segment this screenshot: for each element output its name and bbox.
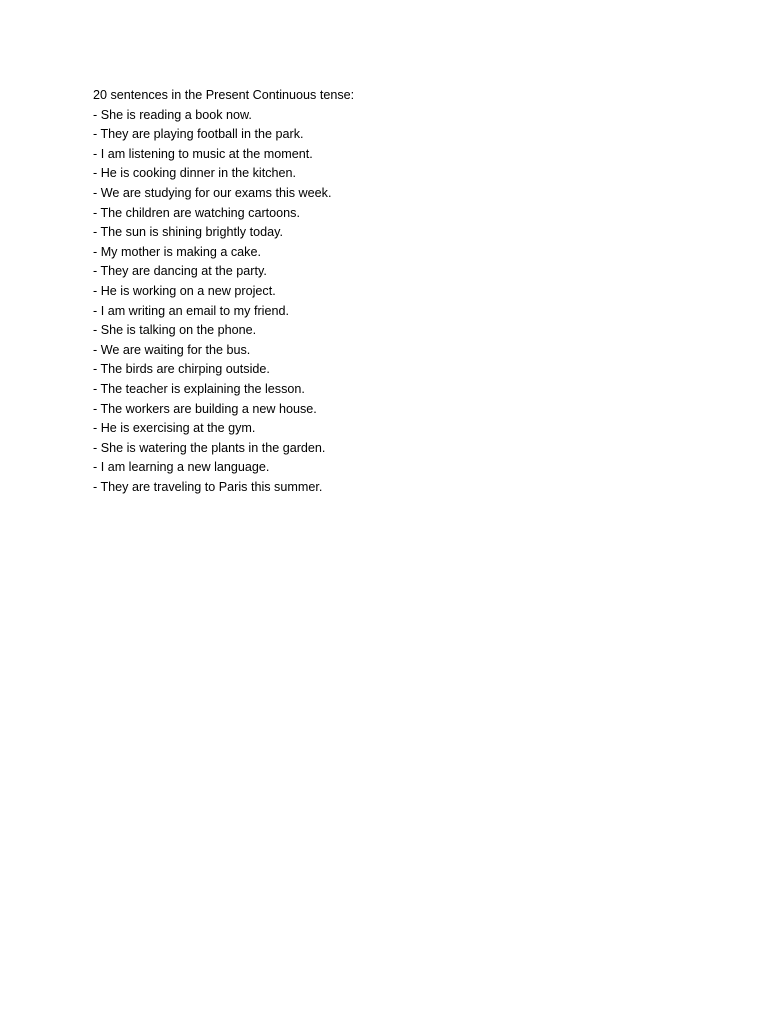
sentence-item: - They are playing football in the park. bbox=[93, 127, 304, 142]
sentence-item: - The teacher is explaining the lesson. bbox=[93, 381, 305, 396]
sentence-item: - I am learning a new language. bbox=[93, 460, 270, 475]
sentence-item: - The workers are building a new house. bbox=[93, 401, 317, 416]
sentence-item: - They are traveling to Paris this summer. bbox=[93, 479, 323, 494]
sentence-item: - My mother is making a cake. bbox=[93, 244, 261, 259]
sentence-item: - He is exercising at the gym. bbox=[93, 421, 256, 436]
document-heading: 20 sentences in the Present Continuous tense: bbox=[93, 88, 355, 102]
sentence-item: - He is cooking dinner in the kitchen. bbox=[93, 166, 297, 181]
sentence-item: - The birds are chirping outside. bbox=[93, 362, 270, 377]
sentence-item: - He is working on a new project. bbox=[93, 283, 276, 298]
sentence-item: - They are dancing at the party. bbox=[93, 264, 267, 279]
sentence-item: - We are studying for our exams this week. bbox=[93, 185, 332, 200]
sentence-item: - The children are watching cartoons. bbox=[93, 205, 300, 220]
sentence-item: - She is watering the plants in the garden. bbox=[93, 440, 326, 455]
sentence-item: - She is talking on the phone. bbox=[93, 323, 257, 338]
sentence-list bbox=[93, 106, 693, 498]
sentence-item: - I am writing an email to my friend. bbox=[93, 303, 289, 318]
sentence-item: - We are waiting for the bus. bbox=[93, 342, 251, 357]
sentence-item: - I am listening to music at the moment. bbox=[93, 146, 313, 161]
sentence-item: - She is reading a book now. bbox=[93, 107, 252, 122]
sentence-item: - The sun is shining brightly today. bbox=[93, 225, 283, 240]
document-body bbox=[93, 86, 693, 497]
